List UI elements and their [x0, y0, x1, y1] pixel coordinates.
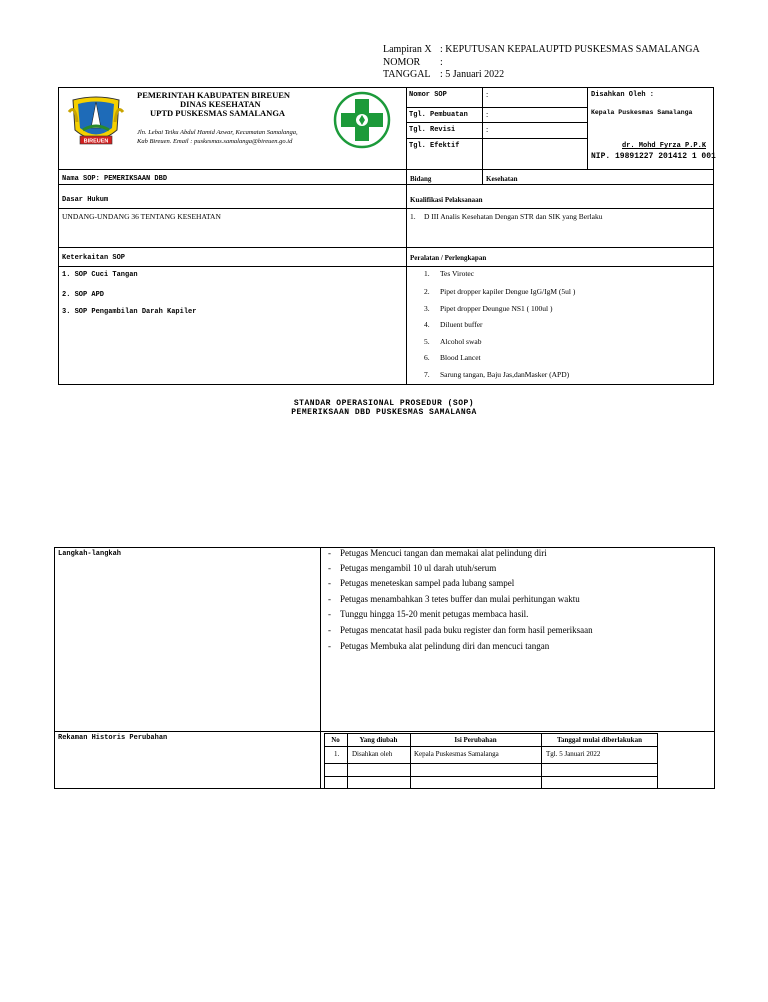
keterkaitan-label: Keterkaitan SOP	[62, 254, 126, 262]
approval-role: Kepala Puskesmas Samalanga	[591, 109, 693, 116]
approval-name: dr. Mohd Fyrza P.P.K	[622, 142, 707, 150]
step-bullet: -	[328, 548, 331, 558]
kualifikasi-label: Kualifikasi Pelaksanaan	[410, 196, 483, 204]
step-bullet: -	[328, 578, 331, 588]
nomor-value: :	[440, 57, 443, 68]
peralatan-item: Tes Virotec	[440, 269, 475, 278]
lampiran-label: Lampiran X	[383, 44, 432, 55]
history-header-no: No	[331, 736, 340, 744]
tgl-pembuatan-value: :	[486, 110, 489, 119]
nomor-sop-value: :	[486, 90, 489, 99]
bidang-value: Kesehatan	[486, 175, 518, 183]
gov-line-3: UPTD PUSKESMAS SAMALANGA	[150, 108, 286, 118]
history-cell-no: 1.	[334, 750, 340, 758]
nama-sop: Nama SOP: PEMERIKSAAN DBD	[62, 175, 168, 183]
tanggal-value: : 5 Januari 2022	[440, 69, 505, 80]
address-line-2: Kab Bireuen. Email : puskesmas.samalanga@bireuen.go.id	[137, 138, 293, 145]
sop-title-line-2: PEMERIKSAAN DBD PUSKESMAS SAMALANGA	[291, 408, 477, 417]
dasar-hukum-label: Dasar Hukum	[62, 196, 109, 204]
step-bullet: -	[328, 609, 331, 619]
history-header-yang-diubah: Yang diubah	[359, 736, 398, 744]
tanggal-label: TANGGAL	[383, 69, 431, 80]
approval-title: Disahkan Oleh :	[591, 91, 655, 99]
peralatan-label: Peralatan / Perlengkapan	[410, 254, 487, 262]
peralatan-item: Alcohol swab	[440, 337, 482, 346]
kualifikasi-value: D III Analis Kesehatan Dengan STR dan SIK yang Berlaku	[424, 212, 603, 221]
step-item: Tunggu hingga 15-20 menit petugas membaca hasil.	[340, 609, 529, 619]
step-item: Petugas mengambil 10 ul darah utuh/serum	[340, 563, 497, 573]
step-item: Petugas meneteskan sampel pada lubang sampel	[340, 578, 515, 588]
address-line-1: Jln. Lebai Teiku Abdul Hamid Azwar, Kecamatan Samalanga,	[137, 129, 298, 136]
step-bullet: -	[328, 594, 331, 604]
peralatan-item: Pipet dropper Deungue NS1 ( 100ul )	[440, 304, 553, 313]
peralatan-num: 1.	[424, 269, 430, 278]
peralatan-num: 6.	[424, 353, 430, 362]
peralatan-item: Sarung tangan, Baju Jas,danMasker (APD)	[440, 370, 570, 379]
step-item: Petugas mencatat hasil pada buku register dan form hasil pemeriksaan	[340, 625, 593, 635]
gov-line-1: PEMERINTAH KABUPATEN BIREUEN	[137, 90, 291, 100]
tgl-pembuatan-label: Tgl. Pembuatan	[409, 111, 468, 119]
step-bullet: -	[328, 563, 331, 573]
keterkaitan-item: 2. SOP APD	[62, 291, 105, 299]
history-cell-tanggal: Tgl. 5 Januari 2022	[546, 750, 601, 758]
dasar-hukum-value: UNDANG-UNDANG 36 TENTANG KESEHATAN	[62, 212, 221, 221]
gov-line-2: DINAS KESEHATAN	[180, 99, 261, 109]
peralatan-num: 3.	[424, 304, 430, 313]
keterkaitan-item: 3. SOP Pengambilan Darah Kapiler	[62, 308, 197, 316]
peralatan-num: 7.	[424, 370, 430, 379]
step-bullet: -	[328, 641, 331, 651]
peralatan-num: 5.	[424, 337, 430, 346]
step-bullet: -	[328, 625, 331, 635]
peralatan-item: Blood Lancet	[440, 353, 481, 362]
peralatan-num: 2.	[424, 287, 430, 296]
keterkaitan-item: 1. SOP Cuci Tangan	[62, 271, 138, 279]
tgl-efektif-label: Tgl. Efektif	[409, 142, 460, 150]
approval-nip: NIP. 19891227 201412 1 001	[591, 152, 716, 161]
history-label: Rekaman Historis Perubahan	[58, 734, 168, 742]
history-cell-yang-diubah: Disahkan oleh	[352, 750, 393, 758]
tgl-revisi-value: :	[486, 125, 489, 134]
peralatan-item: Diluent buffer	[440, 320, 483, 329]
history-header-tanggal: Tanggal mulai diberlakukan	[557, 736, 642, 744]
kualifikasi-num: 1.	[410, 212, 416, 221]
step-item: Petugas menambahkan 3 tetes buffer dan mulai perhitungan waktu	[340, 594, 580, 604]
history-header-isi-perubahan: Isi Perubahan	[454, 736, 497, 744]
peralatan-num: 4.	[424, 320, 430, 329]
meta-table	[58, 170, 714, 385]
nomor-label: NOMOR	[383, 57, 421, 68]
sop-title-line-1: STANDAR OPERASIONAL PROSEDUR (SOP)	[293, 399, 475, 408]
tgl-revisi-label: Tgl. Revisi	[409, 126, 456, 134]
lampiran-value: : KEPUTUSAN KEPALAUPTD PUSKESMAS SAMALANGA	[440, 44, 700, 55]
puskesmas-cross-logo	[333, 91, 391, 149]
step-item: Petugas Membuka alat pelindung diri dan mencuci tangan	[340, 641, 550, 651]
peralatan-item: Pipet dropper kapiler Dengue IgG/IgM (5ul )	[440, 287, 576, 296]
logo-caption: BIREUEN	[83, 138, 109, 145]
steps-label: Langkah-langkah	[58, 550, 122, 558]
history-cell-isi: Kepala Puskesmas Samalanga	[414, 750, 499, 758]
nomor-sop-label: Nomor SOP	[409, 91, 447, 99]
bidang-label: Bidang	[410, 175, 432, 183]
bireuen-crest-logo	[63, 92, 129, 152]
step-item: Petugas Mencuci tangan dan memakai alat pelindung diri	[340, 548, 547, 558]
